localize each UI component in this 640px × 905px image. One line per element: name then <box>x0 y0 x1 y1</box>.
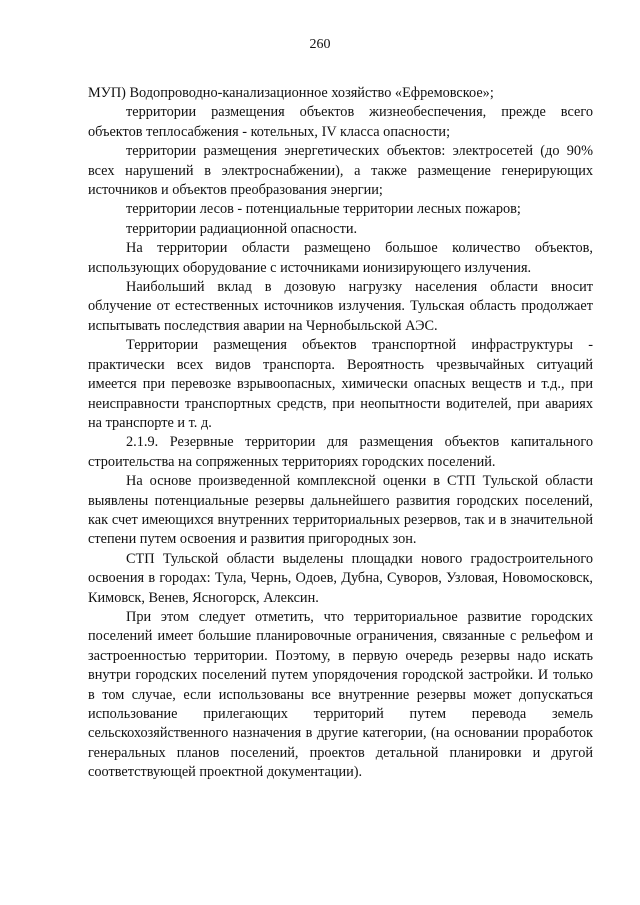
paragraph: Наибольший вклад в дозовую нагрузку населения области вносит облучение от естественных источников излучения. Тульская область продолжает испытывать последствия аварии на Чернобыльской АЭС. <box>88 279 593 334</box>
section-heading: 2.1.9. Резервные территории для размещения объектов капитального строительства на сопряженных территориях городских поселений. <box>88 434 593 470</box>
paragraph: территории размещения энергетических объектов: электросетей (до 90% всех нарушений в электроснабжении), а также размещение генерирующих источников и объектов преобразования энергии; <box>88 143 593 199</box>
paragraph: На основе произведенной комплексной оценки в СТП Тульской области выявлены потенциальные резервы дальнейшего развития городских поселений, как счет имеющихся внутренних территориальных резервов, так и в значительной степени путем освоения и развития пригородных зон. <box>88 473 593 548</box>
document-body <box>88 84 593 783</box>
paragraph: территории размещения объектов жизнеобеспечения, прежде всего объектов теплосабжения - котельных, IV класса опасности; <box>88 104 593 140</box>
paragraph: Территории размещения объектов транспортной инфраструктуры - практически всех видов транспорта. Вероятность чрезвычайных ситуаций имеется при перевозке взрывоопасных, химически опасных веществ и т.д., при неисправности транспортных средств, при неопытности водителей, при авариях на транспорте и т. д. <box>88 337 593 431</box>
page-number: 260 <box>309 37 331 52</box>
paragraph: СТП Тульской области выделены площадки нового градостроительного освоения в городах: Тула, Чернь, Одоев, Дубна, Суворов, Узловая, Новомосковск, Кимовск, Венев, Ясногорск, Алексин. <box>88 550 593 606</box>
paragraph: МУП) Водопроводно-канализационное хозяйство «Ефремовское»; <box>88 85 494 101</box>
paragraph: На территории области размещено большое количество объектов, использующих оборудование с источниками ионизирующего излучения. <box>88 240 593 276</box>
paragraph: При этом следует отметить, что территориальное развитие городских поселений имеет большие планировочные ограничения, связанные с рельефом и застроенностью территории. Поэтому, в первую очередь резервы надо искать внутри городских поселений путем упорядочения городской застройки. И только в том случае, если использованы все внутренние резервы может допускаться использование прилегающих территорий путем перевода земель сельскохозяйственного назначения в другие категории, (на основании проработок генеральных планов поселений, проектов детальной планировки и другой соответствующей проектной документации). <box>88 608 593 781</box>
paragraph: территории радиационной опасности. <box>126 220 358 237</box>
paragraph: территории лесов - потенциальные территории лесных пожаров; <box>126 201 521 218</box>
